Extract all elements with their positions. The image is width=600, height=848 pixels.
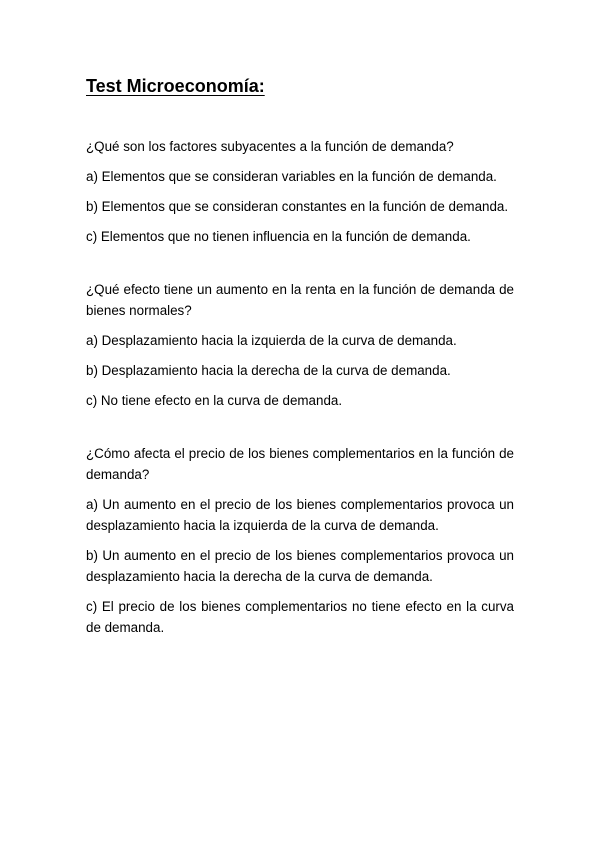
question-text: ¿Qué son los factores subyacentes a la función de demanda? [86,139,454,154]
question-text: ¿Cómo afecta el precio de los bienes complementarios en la función de demanda? [86,446,514,482]
answer-option-c: c) Elementos que no tienen influencia en la función de demanda. [86,229,471,244]
answer-option-a: a) Elementos que se consideran variables en la función de demanda. [86,169,497,184]
question-block-3 [86,443,514,638]
document-page [86,74,514,670]
document-title: Test Microeconomía: [86,76,265,96]
answer-option-c: c) No tiene efecto en la curva de demanda. [86,393,343,408]
answer-option-c: c) El precio de los bienes complementarios no tiene efecto en la curva de demanda. [86,599,514,635]
answer-option-b: b) Un aumento en el precio de los bienes complementarios provoca un desplazamiento hacia la derecha de la curva de demanda. [86,548,514,584]
question-text: ¿Qué efecto tiene un aumento en la renta en la función de demanda de bienes normales? [86,282,514,318]
answer-option-a: a) Un aumento en el precio de los bienes complementarios provoca un desplazamiento hacia la izquierda de la curva de demanda. [86,497,514,533]
question-block-1 [86,136,514,247]
answer-option-b: b) Desplazamiento hacia la derecha de la curva de demanda. [86,363,451,378]
answer-option-a: a) Desplazamiento hacia la izquierda de la curva de demanda. [86,333,457,348]
answer-option-b: b) Elementos que se consideran constantes en la función de demanda. [86,199,509,214]
question-block-2 [86,279,514,411]
